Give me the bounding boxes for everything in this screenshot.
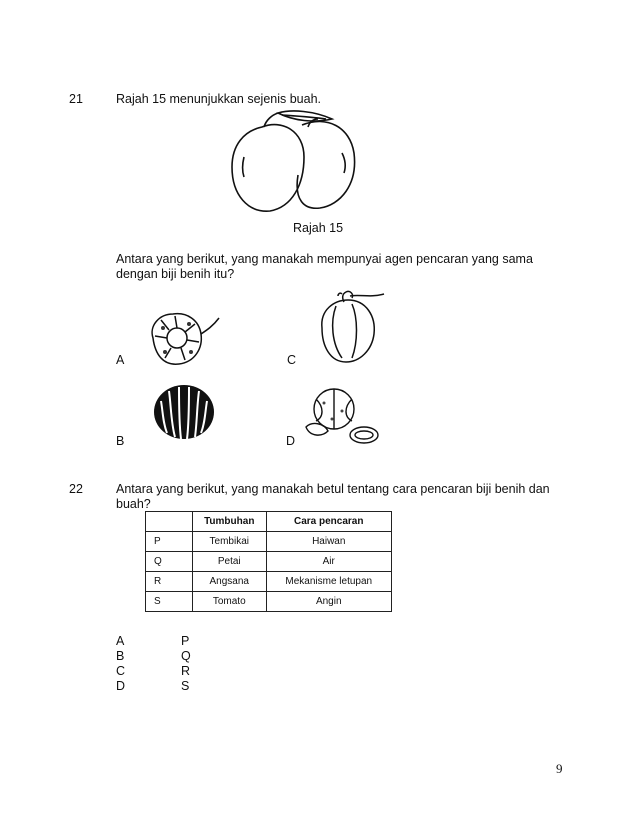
- option-a-label[interactable]: A: [116, 353, 125, 367]
- table-cell: S: [146, 592, 193, 612]
- table-header-row: [146, 512, 392, 532]
- table-cell: Mekanisme letupan: [266, 572, 392, 592]
- answer-letter: A: [116, 634, 125, 648]
- table-cell: Angsana: [193, 572, 267, 592]
- table-row: [146, 532, 392, 552]
- question-21-text-line2: dengan biji benih itu?: [116, 267, 235, 281]
- option-c-figure: [312, 288, 392, 368]
- answer-option-b[interactable]: [116, 649, 196, 664]
- table-cell: Tomato: [193, 592, 267, 612]
- dispersal-table: [145, 511, 392, 612]
- figure-caption-rajah-15: Rajah 15: [293, 221, 344, 235]
- answer-option-a[interactable]: [116, 634, 196, 649]
- table-cell: Air: [266, 552, 392, 572]
- table-header-cell: Cara pencaran: [266, 512, 392, 532]
- option-d-label[interactable]: D: [286, 434, 296, 448]
- answer-option-d[interactable]: [116, 679, 196, 694]
- table-row: [146, 552, 392, 572]
- table-cell: Haiwan: [266, 532, 392, 552]
- table-cell: Q: [146, 552, 193, 572]
- option-b-label[interactable]: B: [116, 434, 125, 448]
- mango-fruit-figure: [222, 105, 372, 220]
- answer-letter: D: [116, 679, 126, 693]
- table-cell: Angin: [266, 592, 392, 612]
- table-cell: P: [146, 532, 193, 552]
- table-row: [146, 572, 392, 592]
- option-a-figure: [145, 308, 225, 368]
- question-22-text-line1: Antara yang berikut, yang manakah betul tentang cara pencaran biji benih dan: [116, 482, 550, 496]
- option-d-figure: [302, 387, 387, 447]
- table-cell: Tembikai: [193, 532, 267, 552]
- answer-option-c[interactable]: [116, 664, 196, 679]
- answer-value: P: [181, 634, 190, 648]
- question-22-text-line2: buah?: [116, 497, 151, 511]
- table-header-cell: Tumbuhan: [193, 512, 267, 532]
- question-21-number: 21: [69, 92, 83, 106]
- option-b-figure: [153, 383, 223, 443]
- answer-letter: B: [116, 649, 125, 663]
- table-cell: R: [146, 572, 193, 592]
- table-cell: Petai: [193, 552, 267, 572]
- table-row: [146, 592, 392, 612]
- page-number: 9: [556, 761, 563, 776]
- answer-value: R: [181, 664, 191, 678]
- answer-value: S: [181, 679, 190, 693]
- answer-value: Q: [181, 649, 191, 663]
- question-21-stem: Rajah 15 menunjukkan sejenis buah.: [116, 92, 321, 106]
- question-21-text-line1: Antara yang berikut, yang manakah mempunyai agen pencaran yang sama: [116, 252, 533, 266]
- answer-letter: C: [116, 664, 126, 678]
- table-header-cell: [146, 512, 193, 532]
- option-c-label[interactable]: C: [287, 353, 297, 367]
- question-22-number: 22: [69, 482, 83, 496]
